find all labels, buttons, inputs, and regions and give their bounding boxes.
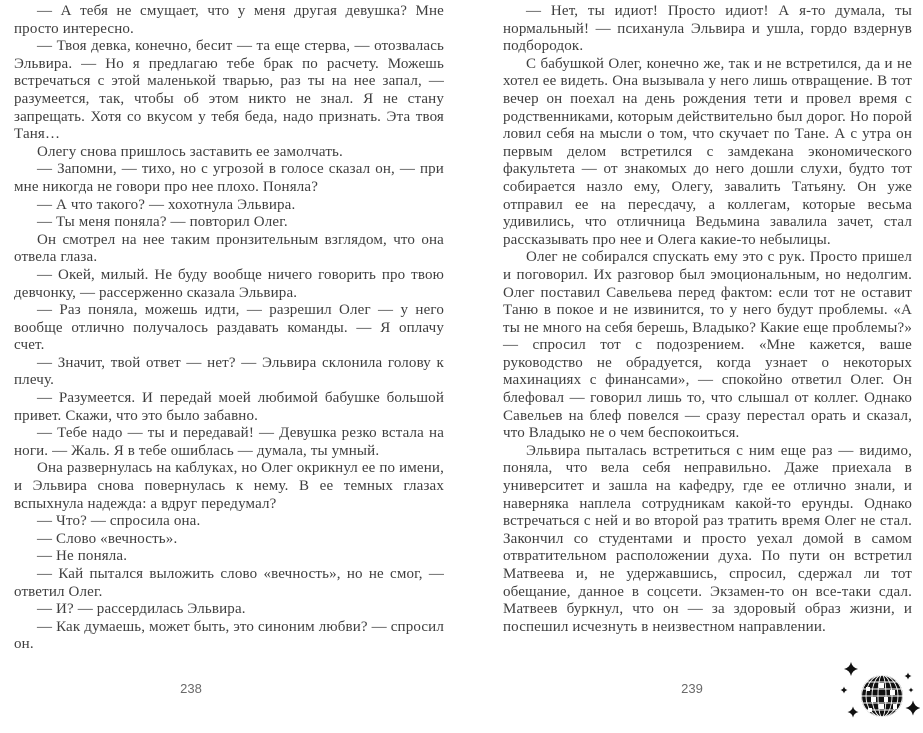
page-left-text — [14, 3, 444, 654]
paragraph: — Окей, милый. Не буду вообще ничего говорить про твою девчонку, — рассерженно сказала Эльвира. — [14, 266, 444, 301]
paragraph: — Твоя девка, конечно, бесит — та еще стерва, — отозвалась Эльвира. — Но я предлагаю тебе брак по расчету. Можешь встречаться с этой маленькой тварью, раз ты на нее запал, — разумеется, так, чтобы об этом никто не знал. Я не стану запрещать. Хотя со вкусом у тебя беда, надо признать. Эта твоя Таня… — [14, 38, 444, 143]
page-number-left: 238 — [180, 681, 202, 696]
paragraph: Она развернулась на каблуках, но Олег окрикнул ее по имени, и Эльвира снова повернулась к нему. В ее темных глазах вспыхнула надежда: а вдруг передумал? — [14, 460, 444, 512]
paragraph: Олег не собирался спускать ему это с рук. Просто пришел и поговорил. Их разговор был эмоциональным, но недолгим. Олег поставил Савельева перед фактом: если тот не оставит Таню в покое и не извинится, то у него будут проблемы. «А ты не много на себя берешь, Владыко? Какие еще проблемы?» — спросил тот с подозрением. «Мне кажется, ваше руководство не обрадуется, когда узнает о некоторых махинациях с финансами», — спокойно ответил Олег. Он блефовал — говорил лишь то, что слышал от коллег. Однако Савельев на блеф повелся — сразу перестал орать и сказал, что Владыко не о чем беспокоиться. — [503, 249, 912, 442]
disco-ball-icon — [838, 659, 920, 733]
paragraph: — А что такого? — хохотнула Эльвира. — [37, 196, 296, 213]
paragraph: — Значит, твой ответ — нет? — Эльвира склонила голову к плечу. — [14, 354, 444, 389]
paragraph: — Запомни, — тихо, но с угрозой в голосе сказал он, — при мне никогда не говори про нее плохо. Поняла? — [14, 161, 444, 195]
paragraph: — Слово «вечность». — [37, 530, 178, 547]
paragraph: Он смотрел на нее таким пронзительным взглядом, что она отвела глаза. — [14, 231, 444, 266]
paragraph: С бабушкой Олег, конечно же, так и не встретился, да и не хотел ее видеть. Она вызывала у него лишь отвращение. В тот вечер он поехал на день рождения тети и провел время с родственниками, которым действительно был дорог. Но порой ловил себя на мысли о том, что скучает по Тане. А с утра он первым делом встретился с замдекана экономического факультета — от знакомых до него дошли слухи, будто тот собирается назло ему, Олегу, завалить Татьяну. Он уже отправил ее на пересдачу, а коллегам, которые весьма удивились, что отличница Ведьмина завалила зачет, стал рассказывать про нее и Олега какие-то небылицы. — [503, 55, 912, 248]
paragraph: — Нет, ты идиот! Просто идиот! А я-то думала, ты нормальный! — психанула Эльвира и ушла, гордо вздернув подбородок. — [503, 3, 912, 55]
paragraph: Эльвира пыталась встретиться с ним еще раз — видимо, поняла, что вела себя неправильно. Даже приехала в университет и зашла на кафедру, где ее отлично знали, и наверняка наплела сотрудникам какой-то ерунды. Однако встречаться с ней и во второй раз тратить время Олег не стал. Закончил со студентами и просто уехал домой в самом отвратительном расположении духа. По пути он встретил Матвеева и, не удержавшись, спросил, сдержал ли тот обещание, данное в соцсети. Экзамен-то он все-таки сдал. Матвеев буркнул, что он — за здоровый образ жизни, и поспешил исчезнуть в неизвестном направлении. — [503, 442, 912, 635]
paragraph: Олегу снова пришлось заставить ее замолчать. — [37, 143, 343, 160]
page-right-text — [503, 3, 912, 636]
paragraph: — Раз поняла, можешь идти, — разрешил Олег — у него вообще отлично получалось раздавать команды. — Я оплачу счет. — [14, 302, 444, 354]
paragraph: — Ты меня поняла? — повторил Олег. — [37, 214, 288, 231]
paragraph: — И? — рассердилась Эльвира. — [37, 601, 246, 618]
paragraph: — Тебе надо — ты и передавай! — Девушка резко встала на ноги. — Жаль. Я в тебе ошиблась — думала, ты умный. — [14, 425, 444, 459]
paragraph: — Как думаешь, может быть, это синоним любви? — спросил он. — [14, 618, 444, 653]
paragraph: — Разумеется. И передай моей любимой бабушке большой привет. Скажи, что это было забавно. — [14, 390, 444, 424]
paragraph: — Не поняла. — [37, 548, 128, 565]
paragraph: — Кай пытался выложить слово «вечность», но не смог, — ответил Олег. — [14, 566, 444, 600]
paragraph: — Что? — спросила она. — [37, 513, 201, 530]
page-number-right: 239 — [681, 681, 703, 696]
paragraph: — А тебя не смущает, что у меня другая девушка? Мне просто интересно. — [14, 3, 444, 37]
